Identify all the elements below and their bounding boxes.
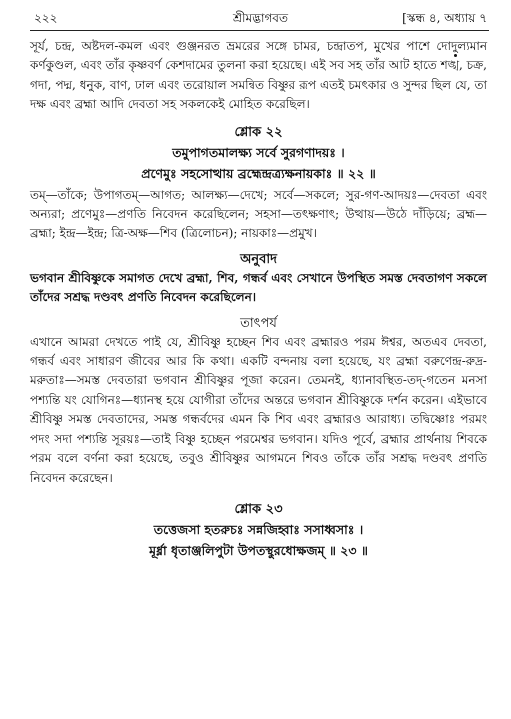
verse-23-line-2: মূর্ধ্না ধৃতাঞ্জলিপুটা উপতস্থুরধোক্ষজম্ ॥ ২৩ ॥ (149, 542, 368, 558)
chapter-reference: [স্কন্ধ ৪, অধ্যায় ৭ (402, 11, 487, 25)
page-header (34, 10, 487, 28)
verse-23-line-1: তত্তেজসা হতরুচঃ সন্নজিহ্বাঃ সসাধ্বসাঃ । (153, 521, 364, 537)
translation-heading: অনুবাদ (240, 251, 277, 267)
verse-22-line-1: তমুপাগতমালক্ষ্য সর্বে সুরগণাদয়ঃ । (172, 144, 345, 160)
verse-22-line-2: প্রণেমুঃ সহসোত্থায় ব্রহ্মেন্দ্রত্র্যক্ষনায়কাঃ ॥ ২২ ॥ (141, 165, 376, 181)
verse-22-purport: এখানে আমরা দেখতে পাই যে, শ্রীবিষ্ণু হচ্ছেন শিব এবং ব্রহ্মারও পরম ঈশ্বর, অতএব দেবতা, গন্ধর্ব এবং সাধারণ জীবের আর কি কথা। একটি বন্দনায় বলা হয়েছে, যং ব্রহ্মা বরুণেন্দ্র-রুদ্র-মরুতাঃ—সমস্ত দেবতারা ভগবান শ্রীবিষ্ণুর পূজা করেন। তেমনই, ধ্যানাবস্থিত-তদ্-গতেন মনসা পশ্যন্তি যং যোগিনঃ—ধ্যানস্থ হয়ে যোগীরা তাঁদের অন্তরে ভগবান শ্রীবিষ্ণুকে দর্শন করেন। এইভাবে শ্রীবিষ্ণু সমস্ত দেবতাদের, সমস্ত গন্ধর্বদের এমন কি শিব এবং ব্রহ্মারও আরাধ্য। তদ্বিষ্ণোঃ পরমং পদং সদা পশ্যন্তি সূরয়ঃ—তাই বিষ্ণু হচ্ছেন পরমেশ্বর ভগবান। যদিও পূর্বে, ব্রহ্মার প্রার্থনায় শিবকে পরম বলে বর্ণনা করা হয়েছে, তবুও শ্রীবিষ্ণুর আগমনে শিবও তাঁকে তাঁর সশ্রদ্ধ দণ্ডবৎ প্রণতি নিবেদন করেছেন। (30, 334, 487, 485)
intro-paragraph: সূর্য, চন্দ্র, অষ্টদল-কমল এবং গুঞ্জনরত ভ্রমরের সঙ্গে চামর, চন্দ্রাতপ, মুখের পাশে দোদুল্যমান কর্ণকুণ্ডল, এবং তাঁর কৃষ্ণবর্ণ কেশদামের তুলনা করা হয়েছে। এই সব সহ তাঁর আট হাতে শঙ্খ, চক্র, গদা, পদ্ম, ধনুক, বাণ, ঢাল এবং তরোয়াল সমন্বিত বিষ্ণুর রূপ এতই চমৎকার ও সুন্দর ছিল যে, তা দক্ষ এবং ব্রহ্মা আদি দেবতা সহ সকলকেই মোহিত করেছিল। (30, 39, 487, 112)
page-body (30, 37, 487, 561)
verse-22-synonyms: তম্—তাঁকে; উপাগতম্—আগত; আলক্ষ্য—দেখে; সর্বে—সকলে; সুর-গণ-আদয়ঃ—দেবতা এবং অন্যরা; প্রণেমুঃ—প্রণতি নিবেদন করেছিলেন; সহসা—তৎক্ষণাৎ; উত্থায়—উঠে দাঁড়িয়ে; ব্রহ্ম—ব্রহ্মা; ইন্দ্র—ইন্দ্র; ত্রি-অক্ষ—শিব (ত্রিলোচন); নায়কাঃ—প্রমুখ। (30, 187, 487, 241)
verse-22-heading: শ্লোক ২২ (234, 124, 283, 140)
verse-23-heading: শ্লোক ২৩ (234, 501, 283, 517)
page-number: ২২২ (34, 11, 58, 25)
header-rule (30, 30, 489, 31)
book-title: শ্রীমদ্ভাগবত (232, 11, 288, 25)
verse-22-translation: ভগবান শ্রীবিষ্ণুকে সমাগত দেখে ব্রহ্মা, শিব, গন্ধর্ব এবং সেখানে উপস্থিত সমস্ত দেবতাগণ সকলে তাঁদের সশ্রদ্ধ দণ্ডবৎ প্রণতি নিবেদন করেছিলেন। (30, 270, 487, 305)
purport-heading: তাৎপর্য (240, 315, 277, 331)
